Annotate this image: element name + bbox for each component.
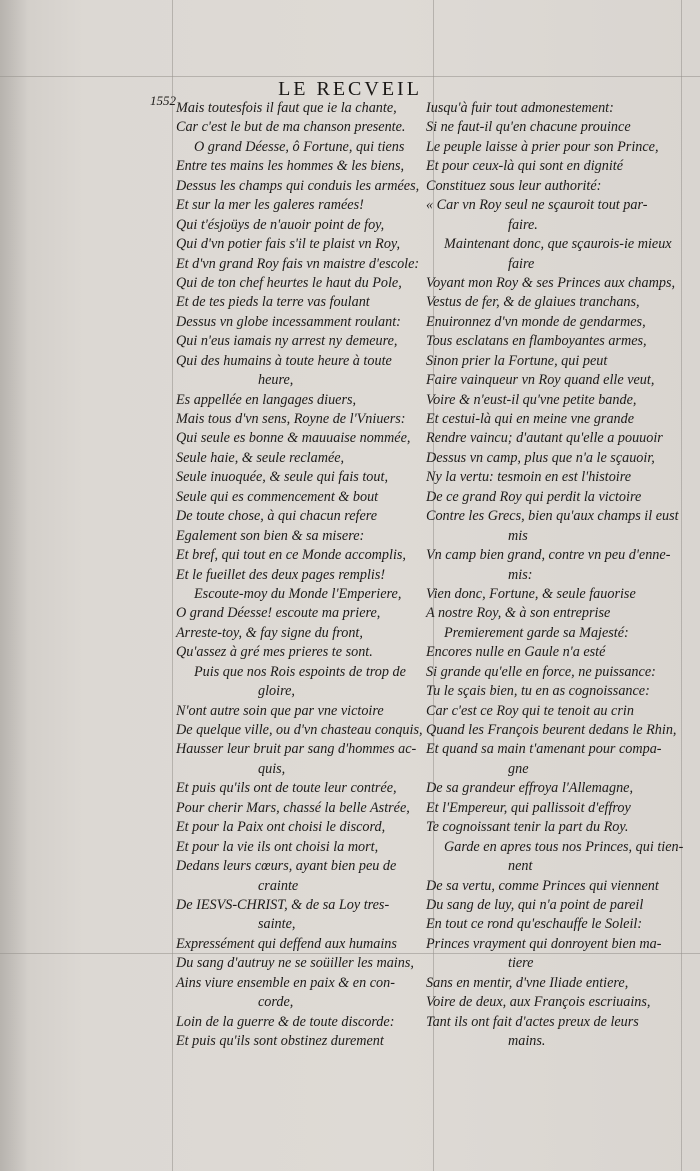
verse-line: Du sang de luy, qui n'a point de pareil xyxy=(426,896,644,913)
vertical-rule-right xyxy=(681,0,682,1171)
verse-line: N'ont autre soin que par vne victoire xyxy=(176,702,384,719)
verse-line: Si grande qu'elle en force, ne puissance: xyxy=(426,663,656,680)
verse-line: Sinon prier la Fortune, qui peut xyxy=(426,352,608,369)
vertical-rule-left xyxy=(172,0,173,1171)
verse-line: mains. xyxy=(508,1033,546,1049)
verse-line: faire. xyxy=(508,216,538,233)
verse-line: Et d'vn grand Roy fais vn maistre d'escole: xyxy=(176,255,420,272)
verse-line: mis: xyxy=(508,566,533,583)
verse-line: Seule qui es commencement & bout xyxy=(176,488,379,505)
verse-line: Rendre vaincu; d'autant qu'elle a pouuoir xyxy=(426,430,663,447)
verse-line: De sa vertu, comme Princes qui viennent xyxy=(426,877,659,894)
verse-line: Vestus de fer, & de glaiues tranchans, xyxy=(426,294,640,311)
verse-line: Iusqu'à fuir tout admonestement: xyxy=(426,100,614,116)
verse-line: Qu'assez à gré mes prieres te sont. xyxy=(176,644,373,661)
verse-line: mis xyxy=(508,527,528,544)
verse-line: Mais tous d'vn sens, Royne de l'Vniuers: xyxy=(176,411,406,427)
gutter-shadow xyxy=(0,0,28,1171)
verse-line: Dessus vn globe incessamment roulant: xyxy=(176,313,401,330)
verse-line: nent xyxy=(508,858,533,875)
verse-line: Expressément qui deffend aux humains xyxy=(176,935,397,952)
verse-line: Escoute-moy du Monde l'Emperiere, xyxy=(194,585,402,602)
verse-line: Seule haie, & seule reclamée, xyxy=(176,449,345,466)
verse-line: Et puis qu'ils sont obstinez durement xyxy=(176,1033,384,1049)
verse-line: tiere xyxy=(508,955,534,972)
verse-line: Et puis qu'ils ont de toute leur contrée, xyxy=(176,780,397,797)
verse-line: Qui de ton chef heurtes le haut du Pole, xyxy=(176,274,402,291)
verse-line: Vn camp bien grand, contre vn peu d'enne- xyxy=(426,547,671,564)
verse-line: Car c'est le but de ma chanson presente. xyxy=(176,119,406,136)
verse-line: Entre tes mains les hommes & les biens, xyxy=(176,158,405,175)
verse-line: Tous esclatans en flamboyantes armes, xyxy=(426,333,647,350)
verse-line: Ains viure ensemble en paix & en con- xyxy=(176,974,395,991)
verse-line: Qui t'ésjoüys de n'auoir point de foy, xyxy=(176,216,385,233)
verse-line: O grand Déesse, ô Fortune, qui tiens xyxy=(194,138,405,155)
verse-line: Tant ils ont fait d'actes preux de leurs xyxy=(426,1013,639,1030)
verse-line: Si ne faut-il qu'en chacune prouince xyxy=(426,119,631,136)
verse-line: Voire & n'eust-il qu'vne petite bande, xyxy=(426,391,637,408)
verse-line: Qui des humains à toute heure à toute xyxy=(176,352,392,369)
verse-line: quis, xyxy=(258,760,286,777)
verse-line: De sa grandeur effroya l'Allemagne, xyxy=(426,780,634,797)
verse-line: Egalement son bien & sa misere: xyxy=(176,527,365,544)
verse-line: Constituez sous leur authorité: xyxy=(426,177,602,194)
verse-line: Et pour la vie ils ont choisi la mort, xyxy=(176,838,379,855)
verse-line: Et pour ceux-là qui sont en dignité xyxy=(426,158,624,175)
verse-line: Pour cherir Mars, chassé la belle Astrée, xyxy=(176,799,410,816)
verse-line: O grand Déesse! escoute ma priere, xyxy=(176,605,381,622)
verse-line: Dedans leurs cœurs, ayant bien peu de xyxy=(176,858,397,875)
verse-line: faire xyxy=(508,255,535,272)
verse-line: Te cognoissant tenir la part du Roy. xyxy=(426,819,629,836)
verse-line: Puis que nos Rois espoints de trop de xyxy=(194,663,406,680)
verse-line: « Car vn Roy seul ne sçauroit tout par- xyxy=(426,197,648,214)
verse-line: crainte xyxy=(258,877,299,894)
verse-line: Dessus les champs qui conduis les armées, xyxy=(176,177,420,194)
verse-line: Enuironnez d'vn monde de gendarmes, xyxy=(426,313,646,330)
verse-line: Qui d'vn potier fais s'il te plaist vn Roy, xyxy=(176,236,400,253)
verse-line: heure, xyxy=(258,372,294,389)
verse-line: Sans en mentir, d'vne Iliade entiere, xyxy=(426,974,629,991)
verse-line: Princes vrayment qui donroyent bien ma- xyxy=(426,935,662,952)
verse-line: Et le fueillet des deux pages remplis! xyxy=(176,566,386,583)
horizontal-rule-top xyxy=(0,76,700,77)
verse-line: Et l'Empereur, qui pallissoit d'effroy xyxy=(426,799,631,816)
verse-line: Faire vainqueur vn Roy quand elle veut, xyxy=(426,372,655,389)
right-column xyxy=(426,99,684,1051)
verse-line: Et sur la mer les galeres ramées! xyxy=(176,197,364,214)
verse-line: corde, xyxy=(258,994,294,1011)
verse-line: gloire, xyxy=(258,683,295,700)
verse-line: Quand les François beurent dedans le Rhin, xyxy=(426,722,677,738)
verse-line: Le peuple laisse à prier pour son Prince, xyxy=(426,138,659,155)
verse-line: Premierement garde sa Majesté: xyxy=(444,624,629,641)
verse-line: Hausser leur bruit par sang d'hommes ac- xyxy=(176,741,417,758)
verse-line: Mais toutesfois il faut que ie la chante, xyxy=(176,100,397,116)
page-number: 1552 xyxy=(150,93,176,108)
verse-line: Ny la vertu: tesmoin en est l'histoire xyxy=(426,469,632,486)
verse-line: Maintenant donc, que sçaurois-ie mieux xyxy=(444,236,672,253)
verse-line: Qui seule es bonne & mauuaise nommée, xyxy=(176,430,411,447)
verse-line: gne xyxy=(508,760,529,777)
verse-line: Du sang d'autruy ne se soüiller les mains, xyxy=(176,955,414,972)
verse-line: Et pour la Paix ont choisi le discord, xyxy=(176,819,386,836)
running-head: LE RECVEIL xyxy=(278,78,422,100)
verse-line: De toute chose, à qui chacun refere xyxy=(176,508,378,525)
verse-line: Garde en apres tous nos Princes, qui tien- xyxy=(444,838,684,855)
verse-line: De ce grand Roy qui perdit la victoire xyxy=(426,488,642,505)
verse-line: Encores nulle en Gaule n'a esté xyxy=(426,644,606,661)
verse-line: Dessus vn camp, plus que n'a le sçauoir, xyxy=(426,449,655,466)
left-column xyxy=(176,99,426,1051)
verse-line: Es appellée en langages diuers, xyxy=(176,391,357,408)
verse-line: Arreste-toy, & fay signe du front, xyxy=(176,624,363,641)
verse-line: Seule inuoquée, & seule qui fais tout, xyxy=(176,469,388,486)
verse-line: sainte, xyxy=(258,916,296,933)
verse-line: Et quand sa main t'amenant pour compa- xyxy=(426,741,662,758)
verse-line: Et de tes pieds la terre vas foulant xyxy=(176,294,370,311)
verse-line: Vien donc, Fortune, & seule fauorise xyxy=(426,585,636,602)
verse-line: En tout ce rond qu'eschauffe le Soleil: xyxy=(426,916,643,933)
verse-line: Contre les Grecs, bien qu'aux champs il eust xyxy=(426,508,679,525)
verse-line: De IESVS-CHRIST, & de sa Loy tres- xyxy=(176,896,390,913)
verse-line: A nostre Roy, & à son entreprise xyxy=(426,605,611,622)
verse-line: Tu le sçais bien, tu en as cognoissance: xyxy=(426,683,650,700)
verse-line: Voire de deux, aux François escriuains, xyxy=(426,994,651,1011)
verse-line: De quelque ville, ou d'vn chasteau conquis, xyxy=(176,722,423,738)
verse-line: Car c'est ce Roy qui te tenoit au crin xyxy=(426,702,634,719)
verse-line: Et cestui-là qui en meine vne grande xyxy=(426,411,635,427)
verse-line: Loin de la guerre & de toute discorde: xyxy=(176,1013,395,1030)
verse-line: Qui n'eus iamais ny arrest ny demeure, xyxy=(176,333,398,350)
verse-line: Voyant mon Roy & ses Princes aux champs, xyxy=(426,274,676,291)
verse-line: Et bref, qui tout en ce Monde accomplis, xyxy=(176,547,406,564)
